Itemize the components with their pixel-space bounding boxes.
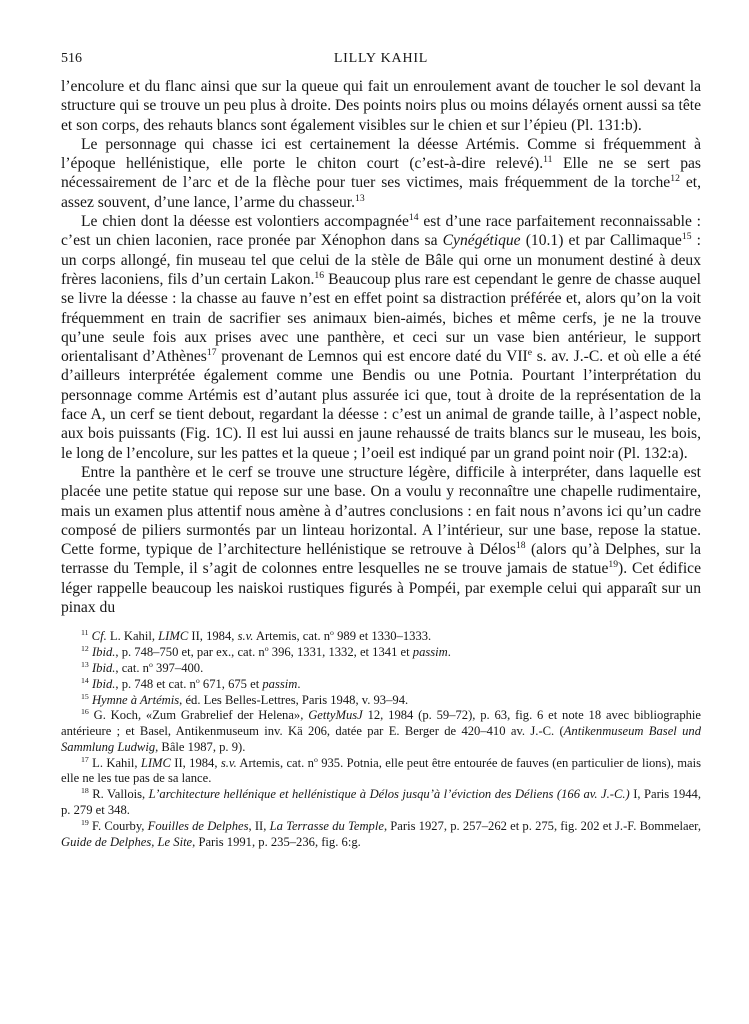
footnote: $^{16}$ G. Koch, «Zum Grabrelief der Helena», GettyMusJ 12, 1984 (p. 59–72), p. 63, fig. 6 et note 18 avec bibliographie antérieure ; et Basel, Antikenmuseum inv. Kä 206, datée par E. Berger de 420–410 av. J.-C. (Antikenmuseum Basel und Sammlung Ludwig, Bâle 1987, p. 9). xyxy=(61,707,702,754)
running-header xyxy=(61,51,701,77)
footnote: $^{14}$ Ibid., p. 748 et cat. $n^o$ 671, 675 et passim. xyxy=(81,675,301,691)
footnote: $^{11}$ Cf. L. Kahil, LIMC II, 1984, s.v. Artemis, cat. $n^o$ 989 et 1330–1333. xyxy=(81,628,432,644)
footnote: $^{12}$ Ibid., p. 748–750 et, par ex., cat. $n^o$ 396, 1331, 1332, et 1341 et passim. xyxy=(81,643,451,660)
body-text xyxy=(61,77,701,617)
body-paragraph: l’encolure et du flanc ainsi que sur la queue qui fait un enroulement avant de toucher le sol devant la structure qui se trouve un peu plus à droite. Des points noirs plus ou moins délayés ornent aussi sa tête et son corps, des rehauts blancs sont également visibles sur le chien et sur l’épieu (Pl. 131:b). xyxy=(61,78,701,134)
footnote: $^{13}$ Ibid., cat. $n^o$ 397–400. xyxy=(81,659,204,675)
body-paragraph: Entre la panthère et le cerf se trouve une structure légère, difficile à interpréter, dans laquelle est placée une petite statue qui repose sur une base. On a voulu y reconnaître une chapelle rudimentaire, mais un examen plus attentif nous amène à d’autres conclusions : en fait nous n’avons ici qu’un cadre composé de piliers surmontés par un linteau horizontal. A l’intérieur, sur une base, repose la statue. Cette forme, typique de l’architecture hellénistique se retrouve à Délos$^{18}$ (alors qu’à Delphes, sur la terrasse du Temple, il s’agit de colonnes entre lesquelles ne se trouve jamais de statue$^{19}$). Cet édifice léger rappelle beaucoup les naiskoi rustiques figurés à Pompéi, par exemple celui qui apparaît sur un pinax du xyxy=(61,463,702,617)
footnote: $^{15}$ Hymne à Artémis, éd. Les Belles-Lettres, Paris 1948, v. 93–94. xyxy=(81,691,409,707)
footnote: $^{17}$ L. Kahil, LIMC II, 1984, s.v. Artemis, cat. $n^o$ 935. Potnia, elle peut être entourée de fauves (en particulier de lions), mais elle ne les tue pas de sa lance. xyxy=(61,754,701,786)
footnote: $^{19}$ F. Courby, Fouilles de Delphes, II, La Terrasse du Temple, Paris 1927, p. 257–262 et p. 275, fig. 202 et J.-F. Bommelaer, Guide de Delphes, Le Site, Paris 1991, p. 235–236, fig. 6:g. xyxy=(61,817,702,849)
footnotes xyxy=(61,629,701,850)
page-number: 516 xyxy=(61,51,82,66)
body-paragraph: Le personnage qui chasse ici est certainement la déesse Artémis. Comme si fréquemment à l’époque hellénistique, elle porte le chiton court (c’est-à-dire relevé).$^{11}$ Elle ne se sert pas nécessairement de l’arc et de la flèche pour tuer ses victimes, mais fréquemment de la torche$^{12}$ et, assez souvent, d’une lance, l’arme du chasseur.$^{13}$ xyxy=(61,135,701,211)
page xyxy=(61,51,701,850)
body-paragraph: Le chien dont la déesse est volontiers accompagnée$^{14}$ est d’une race parfaitement reconnaissable : c’est un chien laconien, race pronée par Xénophon dans sa Cynégétique (10.1) et par Callimaque$^{15}$ : un corps allongé, fin museau tel que celui de la stèle de Bâle qui orne un monument destiné à deux frères laconiens, fils d’un certain Lakon.$^{16}$ Beaucoup plus rare est cependant le genre de chasse auquel se livre la déesse : la chasse au fauve n’est en effet point sa distraction préférée et, alors qu’on la voit fréquemment en train de sacrifier ses animaux bien-aimés, biches et même cerfs, je ne la trouve qu’une seule fois aux prises avec une panthère, et ceci sur un vase bien antérieur, le support orientalisant d’Athènes$^{17}$ provenant de Lemnos qui est encore daté du VIIe s. av. J.-C. et où elle a été d’ailleurs interprétée également comme une Bendis ou une Potnia. Pourtant l’interprétation du personnage comme Artémis est d’autant plus assurée ici que, tout à droite de la représentation de la face A, un cerf se tient debout, regardant la déesse : c’est un animal de grande taille, à l’aspect noble, aux bois puissants (Fig. 1C). Il est lui aussi en jaune rehaussé de traits blancs sur le museau, les bois, le long de l’encolure, sur les pattes et la queue ; l’oeil est indiqué par un grand point noir (Pl. 132:a). xyxy=(61,211,701,462)
footnote: $^{18}$ R. Vallois, L’architecture hellénique et hellénistique à Délos jusqu’à l’éviction des Déliens (166 av. J.-C.) I, Paris 1944, p. 279 et 348. xyxy=(61,786,702,818)
running-head-author: LILLY KAHIL xyxy=(333,51,429,66)
